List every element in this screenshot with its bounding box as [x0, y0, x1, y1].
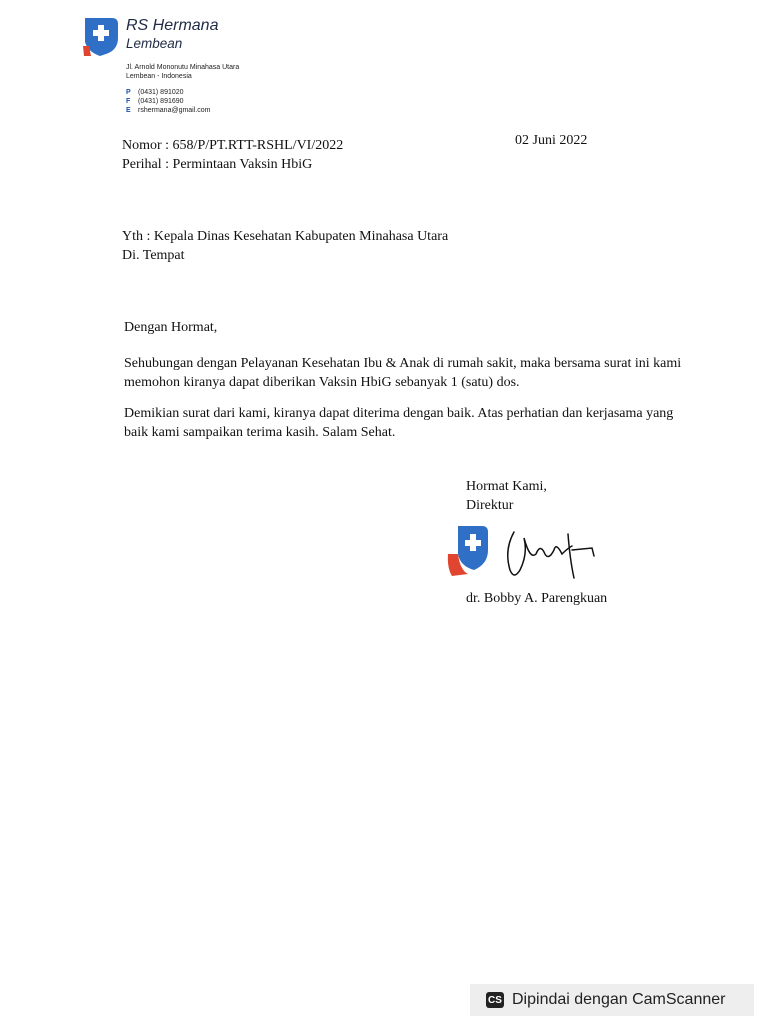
- recipient-place: Di. Tempat: [122, 248, 185, 263]
- signer-name: dr. Bobby A. Parengkuan: [466, 591, 608, 606]
- email-address: rshermana@gmail.com: [138, 107, 211, 114]
- letter-number: Nomor : 658/P/PT.RTT-RSHL/VI/2022: [122, 138, 344, 153]
- body-paragraph-1: Sehubungan dengan Pelayanan Kesehatan Ibu & Anak di rumah sakit, maka bersama surat ini kami memohon kiranya dapat diberikan Vaksin HbiG sebanyak 1 (satu) dos.: [124, 356, 682, 390]
- camscanner-logo-icon: CS: [486, 992, 504, 1008]
- signer-title: Direktur: [466, 498, 514, 513]
- closing: Hormat Kami,: [466, 479, 547, 494]
- org-name: RS Hermana: [126, 17, 219, 34]
- camscanner-watermark: [470, 984, 754, 1016]
- letter-subject: Perihal : Permintaan Vaksin HbiG: [122, 157, 313, 172]
- phone-number: (0431) 891020: [138, 89, 184, 96]
- letter-date: 02 Juni 2022: [515, 133, 588, 148]
- org-contact: [126, 88, 210, 115]
- email-row: [126, 106, 210, 115]
- fax-row: [126, 97, 210, 106]
- body-paragraph-2: Demikian surat dari kami, kiranya dapat diterima dengan baik. Atas perhatian dan kerjasama yang baik kami sampaikan terima kasih. Salam Sehat.: [124, 406, 674, 440]
- org-address: [126, 63, 239, 81]
- address-line-2: Lembean - Indonesia: [126, 73, 192, 80]
- greeting: Dengan Hormat,: [124, 320, 218, 335]
- camscanner-text: Dipindai dengan CamScanner: [512, 991, 726, 1008]
- email-key: E: [126, 107, 131, 114]
- org-location: Lembean: [126, 36, 183, 51]
- fax-key: F: [126, 98, 131, 105]
- phone-row: [126, 88, 210, 97]
- recipient: Yth : Kepala Dinas Kesehatan Kabupaten Minahasa Utara: [122, 229, 449, 244]
- hospital-logo-icon: [82, 16, 120, 56]
- address-line-1: Jl. Arnold Mononutu Minahasa Utara: [126, 64, 240, 71]
- phone-key: P: [126, 89, 131, 96]
- signature-stamp: [444, 520, 609, 590]
- fax-number: (0431) 891690: [138, 98, 184, 105]
